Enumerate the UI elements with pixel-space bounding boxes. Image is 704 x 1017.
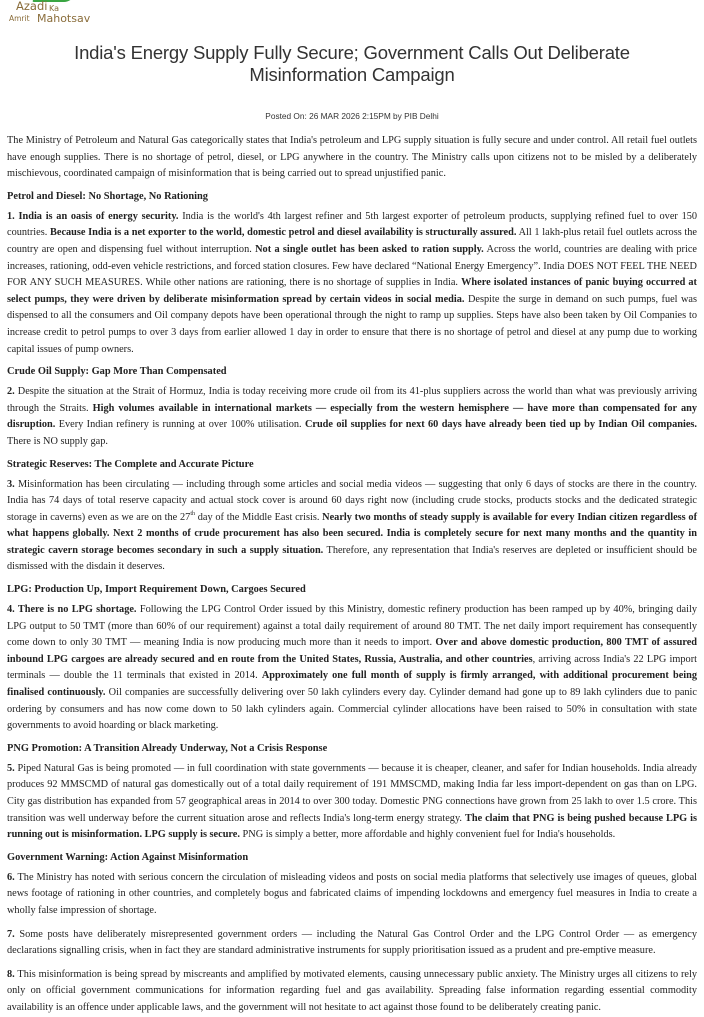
article-body xyxy=(7,133,697,1017)
paragraph-5: 5. Piped Natural Gas is being promoted — in full coordination with state governments — because it is cheaper, cleaner, and safer for Indian households. India already produces 92 MMSCMD of natural gas domestically out of a total daily requirement of 191 MMSCMD, making India far less import-dependent on gas than on LPG. City gas distribution has expanded from 57 geographical areas in 2014 to over 300 today. Domestic PNG connections have grown from 25 lakh to over 1.5 crore. This transition was well underway before the current situation arose and reflects India's long-term energy strategy. The claim that PNG is being pushed because LPG is running out is misinformation. LPG supply is secure. PNG is simply a better, more affordable and highly convenient fuel for India's households. xyxy=(7,762,697,841)
logo-text-mahotsav: Mahotsav xyxy=(37,12,91,25)
paragraph-6: 6. The Ministry has noted with serious concern the circulation of misleading videos and posts on social media platforms that selectively use images of queues, global news footage of rationing in other countries, and completely bogus and fabricated claims of impending lockdowns and emergency fuel measures in India to create a wholly false impression of shortage. xyxy=(7,871,697,916)
section-heading-png: PNG Promotion: A Transition Already Underway, Not a Crisis Response xyxy=(7,742,328,754)
intro-paragraph: The Ministry of Petroleum and Natural Gas categorically states that India's petroleum and LPG supply situation is fully secure and under control. All retail fuel outlets have enough supplies. There is no shortage of petrol, diesel, or LPG anywhere in the country. The Ministry calls upon citizens not to be misled by a deliberately mischievous, coordinated campaign of misinformation that is being carried out to spread unjustified panic. xyxy=(7,135,697,180)
section-heading-government-warning: Government Warning: Action Against Misinformation xyxy=(7,851,249,863)
paragraph-4: 4. There is no LPG shortage. Following the LPG Control Order issued by this Ministry, domestic refinery production has been ramped up by 40%, bringing daily LPG output to 50 TMT (more than 60% of our requirement) against a total daily requirement of around 80 TMT. The net daily import requirement has consequently come down to only 30 TMT — meaning India is now producing much more than it needs to import. Over and above domestic production, 800 TMT of assured inbound LPG cargoes are already secured and en route from the United States, Russia, Australia, and other countries, arriving across India's 22 LPG import terminals — double the 11 terminals that existed in 2014. Approximately one full month of supply is firmly arranged, with additional procurement being finalised continuously. Oil companies are successfully delivering over 50 lakh cylinders every day. Cylinder demand had gone up to 89 lakh cylinders due to panic ordering by consumers and has now come down to 50 lakh cylinders again. Commercial cylinder allocations have been raised to 50% in consultation with state governments to avoid hoarding or black marketing. xyxy=(7,604,698,732)
section-heading-petrol-diesel: Petrol and Diesel: No Shortage, No Rationing xyxy=(7,190,208,202)
paragraph-1: 1. India is an oasis of energy security. India is the world's 4th largest refiner and 5th largest exporter of petroleum products, supplying refined fuel to over 150 countries. Because India is a net exporter to the world, domestic petrol and diesel availability is structurally assured. All 1 lakh-plus retail fuel outlets across the country are open and dispensing fuel without interruption. Not a single outlet has been asked to ration supply. Across the world, countries are dealing with price increases, rationing, odd-even vehicle restrictions, and forced station closures. Few have declared “National Energy Emergency”. India DOES NOT FEEL THE NEED FOR ANY SUCH MEASURES. While other nations are rationing, there is no shortage of supplies in India. Where isolated instances of panic buying occurred at select pumps, they were driven by deliberate misinformation spread by certain videos in social media. Despite the surge in demand on such pumps, fuel was dispensed to all the consumers and Oil company depots have been operational through the night to ramp up supplies. Steps have also been taken by Oil Companies to increase credit to petrol pumps to over 3 days from earlier allowed 1 day in order to ensure that there is no shortage of petrol and diesel at any pump due to working capital issues of pump owners. xyxy=(7,210,698,355)
title-line-2: Misinformation Campaign xyxy=(249,64,455,85)
title-line-1: India's Energy Supply Fully Secure; Government Calls Out Deliberate xyxy=(74,42,630,63)
posted-on: Posted On: 26 MAR 2026 2:15PM by PIB Delhi xyxy=(265,111,439,121)
section-heading-strategic-reserves: Strategic Reserves: The Complete and Accurate Picture xyxy=(7,458,254,470)
paragraph-2: 2. Despite the situation at the Strait of Hormuz, India is today receiving more crude oil from its 41-plus suppliers across the world than what was previously arriving through the Straits. High volumes available in international markets — especially from the western hemisphere — have more than compensated for any disruption. Every Indian refinery is running at over 100% utilisation. Crude oil supplies for next 60 days have already been tied up by Indian Oil companies. There is NO supply gap. xyxy=(7,386,697,447)
logo-text-amrit: Amrit xyxy=(9,14,30,23)
paragraph-7: 7. Some posts have deliberately misrepresented government orders — including the Natural Gas Control Order and the LPG Control Order — as emergency declarations signalling crisis, when in fact they are standard administrative instruments for supply prioritisation issued as a prudent and pre-emptive measure. xyxy=(7,928,697,957)
paragraph-3: 3. Misinformation has been circulating — including through some articles and social media videos — suggesting that only 6 days of stocks are there in the country. India has 74 days of total reserve capacity and actual stock cover is around 60 days right now (including crude stocks, products stocks and the dedicated strategic storage in caverns) even as we are on the 27th day of the Middle East crisis. Nearly two months of steady supply is available for every Indian citizen regardless of what happens globally. Next 2 months of crude procurement has also been secured. India is completely secure for next many months and the quantity in strategic cavern storage becomes secondary in such a supply situation. Therefore, any representation that India's reserves are depleted or insufficient should be dismissed with the disdain it deserves. xyxy=(7,478,698,573)
logo-text-ka: Ka xyxy=(49,4,60,13)
section-heading-lpg: LPG: Production Up, Import Requirement Down, Cargoes Secured xyxy=(7,584,306,596)
paragraph-8: 8. This misinformation is being spread by miscreants and amplified by motivated elements, causing unnecessary public anxiety. The Ministry urges all citizens to rely only on official government communications for information regarding fuel and gas availability. Spreading false information regarding essential commodity availability is an offence under applicable laws, and the government will not hesitate to act against those found to be deliberately creating panic. xyxy=(7,968,697,1013)
logo-text-azadi: Azadi xyxy=(16,0,48,13)
section-heading-crude-oil: Crude Oil Supply: Gap More Than Compensated xyxy=(7,366,227,378)
azadi-ka-amrit-mahotsav-logo xyxy=(0,0,120,34)
page-title xyxy=(30,42,674,86)
